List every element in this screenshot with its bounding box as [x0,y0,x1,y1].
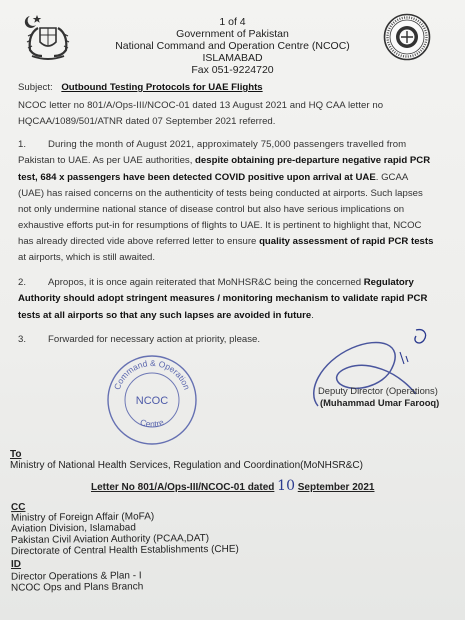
para1-line-3-emphasis: test, 684 x passengers have been detected COVID positive upon arrival at UAE [18,172,376,183]
stamp-bottom-arc: Centre [138,416,166,430]
page-number: 1 of 4 [219,16,246,28]
stamp-top-arc: Command & Operation [111,357,193,392]
cc-item: Ministry of Foreign Affair (MoFA) [10,511,155,524]
para2-line-1-text: Apropos, it is once again reiterated that MoNHSR&C being the concerned [48,277,362,288]
signatory-name: (Muhammad Umar Farooq) [320,397,440,408]
letter-number-line [91,478,375,494]
para2-line-3 [18,308,314,324]
para1-line-3 [18,170,408,186]
cc-item: Aviation Division, Islamabad [10,522,136,535]
para1-line-2 [18,153,430,169]
para2-line-1-emphasis: Regulatory [363,277,414,288]
cc-item: Directorate of Central Health Establishments (CHE) [10,543,239,558]
letter-date-day: 10 [277,478,295,494]
subject-label: Subject: [18,82,53,93]
para1-line-3-text: . GCAA [375,172,409,183]
signatory-designation: Deputy Director (Operations) [318,385,438,396]
para2-line-3-emphasis: tests at all airports so that any such lapses are avoided in future [18,310,312,321]
para1-line-2-emphasis: despite obtaining pre-departure negative rapid PCR [195,155,431,166]
para3-number: 3. [18,334,27,345]
para2-line-3-text: . [311,310,314,321]
para2-line-2 [18,291,427,307]
to-recipient: Ministry of National Health Services, Regulation and Coordination(MoNHSR&C) [10,460,363,471]
para1-line-7 [18,234,433,250]
cc-label: CC [10,501,26,514]
header-government: Government of Pakistan [176,28,289,40]
letter-date-month-year: September 2021 [297,482,375,493]
reference-line-1: NCOC letter no 801/A/Ops-III/NCOC-01 dated 13 August 2021 and HQ CAA letter no [18,100,384,111]
para1-line-8: at airports, which is still awaited. [18,252,156,263]
para3-text: Forwarded for necessary action at priority, please. [48,334,261,345]
para1-line-7-emphasis: quality assessment of rapid PCR tests [259,236,434,247]
letter-number-text: Letter No 801/A/Ops-III/NCOC-01 dated [91,482,275,493]
header-fax: Fax 051-9224720 [191,64,274,76]
para1-line-2-text: Pakistan to UAE. As per UAE authorities, [18,155,193,166]
para2-line-1 [48,275,414,291]
cc-item: Pakistan Civil Aviation Authority (PCAA,DAT) [10,532,210,547]
to-label: To [10,449,22,460]
para2-line-2-emphasis: Authority should adopt stringent measures / monitoring mechanism to validate rapid PCR [18,293,428,304]
id-label: ID [10,558,22,571]
reference-line-2: HQCAA/1089/501/ATNR dated 07 September 2021 referred. [18,116,276,127]
para1-line-5: not only undermine national stance of disease control but also have serious implications on [18,204,405,215]
para1-line-7-text: has already directed vide above referred letter to ensure [18,236,257,247]
subject-line [18,80,263,96]
para1-line-1: During the month of August 2021, approximately 75,000 passengers travelled from [48,139,407,150]
id-item: Director Operations & Plan - I [10,570,142,583]
header-ncoc: National Command and Operation Centre (NCOC) [115,40,350,52]
header-city: ISLAMABAD [202,52,263,64]
para1-number: 1. [18,139,27,150]
subject-title: Outbound Testing Protocols for UAE Flights [61,82,263,93]
para1-line-6: exhaustive efforts put-in for resumptions of flights to UAE. It is pertinent to highlight that, NCOC [18,220,422,231]
para2-number: 2. [18,277,27,288]
id-item: NCOC Ops and Plans Branch [10,581,144,594]
ncoc-stamp [104,352,200,448]
para1-line-4: (UAE) has raised concerns on the authenticity of tests being conducted at airports. Such lapses [18,188,423,199]
stamp-center: NCOC [135,395,169,407]
